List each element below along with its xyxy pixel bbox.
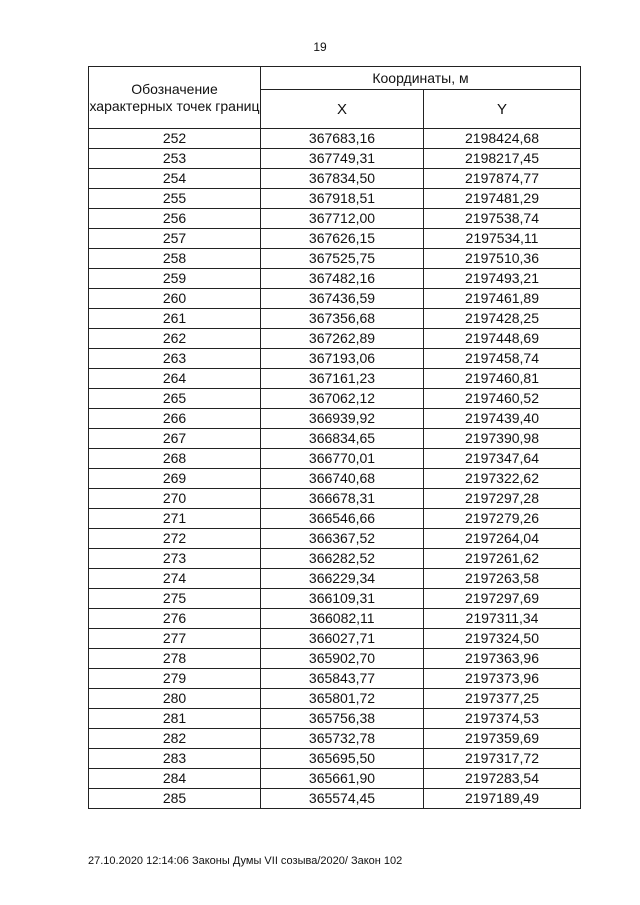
table-row xyxy=(89,709,581,729)
x-coordinate-cell: 366678,31 xyxy=(261,489,424,509)
x-coordinate-cell: 365661,90 xyxy=(261,769,424,789)
x-coordinate-cell: 366082,11 xyxy=(261,609,424,629)
x-coordinate-cell: 366367,52 xyxy=(261,529,424,549)
y-coordinate-cell: 2197538,74 xyxy=(424,209,581,229)
x-coordinate-cell: 366546,66 xyxy=(261,509,424,529)
x-coordinate-cell: 365843,77 xyxy=(261,669,424,689)
point-cell: 256 xyxy=(89,209,261,229)
x-coordinate-cell: 365695,50 xyxy=(261,749,424,769)
page-number: 19 xyxy=(313,40,327,54)
x-coordinate-cell: 366740,68 xyxy=(261,469,424,489)
y-coordinate-cell: 2197317,72 xyxy=(424,749,581,769)
y-coordinate-cell: 2197347,64 xyxy=(424,449,581,469)
table-row xyxy=(89,129,581,149)
point-cell: 269 xyxy=(89,469,261,489)
point-cell: 272 xyxy=(89,529,261,549)
x-coordinate-cell: 366939,92 xyxy=(261,409,424,429)
x-coordinate-cell: 367683,16 xyxy=(261,129,424,149)
y-coordinate-cell: 2197390,98 xyxy=(424,429,581,449)
table-row xyxy=(89,549,581,569)
y-coordinate-cell: 2197297,69 xyxy=(424,589,581,609)
x-coordinate-cell: 365801,72 xyxy=(261,689,424,709)
point-cell: 253 xyxy=(89,149,261,169)
document-footer: 27.10.2020 12:14:06 Законы Думы VII созыва/2020/ Закон 102 xyxy=(88,855,403,867)
x-coordinate-cell: 367712,00 xyxy=(261,209,424,229)
point-cell: 267 xyxy=(89,429,261,449)
y-coordinate-cell: 2197534,11 xyxy=(424,229,581,249)
x-coordinate-cell: 367918,51 xyxy=(261,189,424,209)
table-row xyxy=(89,369,581,389)
point-cell: 263 xyxy=(89,349,261,369)
x-coordinate-cell: 365902,70 xyxy=(261,649,424,669)
x-coordinate-cell: 365574,45 xyxy=(261,789,424,809)
point-cell: 255 xyxy=(89,189,261,209)
point-cell: 278 xyxy=(89,649,261,669)
point-cell: 275 xyxy=(89,589,261,609)
x-coordinate-cell: 367834,50 xyxy=(261,169,424,189)
table-row xyxy=(89,329,581,349)
point-cell: 264 xyxy=(89,369,261,389)
x-coordinate-cell: 366109,31 xyxy=(261,589,424,609)
y-coordinate-cell: 2197460,81 xyxy=(424,369,581,389)
point-cell: 279 xyxy=(89,669,261,689)
x-coordinate-cell: 366834,65 xyxy=(261,429,424,449)
point-cell: 266 xyxy=(89,409,261,429)
point-cell: 282 xyxy=(89,729,261,749)
y-coordinate-cell: 2197874,77 xyxy=(424,169,581,189)
header-row-top xyxy=(89,67,581,90)
y-coordinate-cell: 2197279,26 xyxy=(424,509,581,529)
table-row xyxy=(89,649,581,669)
point-cell: 268 xyxy=(89,449,261,469)
y-coordinate-cell: 2197428,25 xyxy=(424,309,581,329)
table-body xyxy=(89,129,581,809)
x-coordinate-cell: 366229,34 xyxy=(261,569,424,589)
table-row xyxy=(89,209,581,229)
table-row xyxy=(89,429,581,449)
point-cell: 254 xyxy=(89,169,261,189)
x-coordinate-cell: 367436,59 xyxy=(261,289,424,309)
point-cell: 284 xyxy=(89,769,261,789)
table-row xyxy=(89,629,581,649)
table-row xyxy=(89,269,581,289)
point-cell: 277 xyxy=(89,629,261,649)
coordinates-table xyxy=(88,66,581,809)
y-coordinate-cell: 2197439,40 xyxy=(424,409,581,429)
y-coordinate-cell: 2197359,69 xyxy=(424,729,581,749)
coordinates-header: Координаты, м xyxy=(261,67,581,90)
x-column-header: X xyxy=(261,90,424,129)
point-cell: 259 xyxy=(89,269,261,289)
y-coordinate-cell: 2197264,04 xyxy=(424,529,581,549)
x-coordinate-cell: 367161,23 xyxy=(261,369,424,389)
x-coordinate-cell: 367062,12 xyxy=(261,389,424,409)
point-cell: 276 xyxy=(89,609,261,629)
table-row xyxy=(89,309,581,329)
point-designation-header: Обозначение характерных точек границ xyxy=(89,67,261,129)
x-coordinate-cell: 367193,06 xyxy=(261,349,424,369)
table-row xyxy=(89,789,581,809)
table-row xyxy=(89,409,581,429)
y-coordinate-cell: 2197261,62 xyxy=(424,549,581,569)
point-cell: 261 xyxy=(89,309,261,329)
y-coordinate-cell: 2197481,29 xyxy=(424,189,581,209)
y-coordinate-cell: 2197363,96 xyxy=(424,649,581,669)
y-coordinate-cell: 2197458,74 xyxy=(424,349,581,369)
x-coordinate-cell: 365732,78 xyxy=(261,729,424,749)
table-row xyxy=(89,149,581,169)
point-cell: 258 xyxy=(89,249,261,269)
point-cell: 260 xyxy=(89,289,261,309)
table-row xyxy=(89,569,581,589)
point-cell: 257 xyxy=(89,229,261,249)
table-row xyxy=(89,589,581,609)
y-coordinate-cell: 2197374,53 xyxy=(424,709,581,729)
x-coordinate-cell: 366770,01 xyxy=(261,449,424,469)
table-row xyxy=(89,509,581,529)
table-row xyxy=(89,189,581,209)
table-row xyxy=(89,349,581,369)
y-coordinate-cell: 2197461,89 xyxy=(424,289,581,309)
y-coordinate-cell: 2197322,62 xyxy=(424,469,581,489)
y-coordinate-cell: 2197510,36 xyxy=(424,249,581,269)
table-row xyxy=(89,469,581,489)
y-coordinate-cell: 2197373,96 xyxy=(424,669,581,689)
y-coordinate-cell: 2197311,34 xyxy=(424,609,581,629)
table-row xyxy=(89,229,581,249)
table-row xyxy=(89,249,581,269)
point-cell: 273 xyxy=(89,549,261,569)
table-row xyxy=(89,729,581,749)
x-coordinate-cell: 365756,38 xyxy=(261,709,424,729)
y-coordinate-cell: 2197324,50 xyxy=(424,629,581,649)
table-row xyxy=(89,489,581,509)
point-cell: 285 xyxy=(89,789,261,809)
table-row xyxy=(89,669,581,689)
point-cell: 265 xyxy=(89,389,261,409)
x-coordinate-cell: 367482,16 xyxy=(261,269,424,289)
table-row xyxy=(89,689,581,709)
point-cell: 281 xyxy=(89,709,261,729)
point-cell: 274 xyxy=(89,569,261,589)
y-coordinate-cell: 2197297,28 xyxy=(424,489,581,509)
table-row xyxy=(89,169,581,189)
y-column-header: Y xyxy=(424,90,581,129)
point-cell: 262 xyxy=(89,329,261,349)
point-cell: 283 xyxy=(89,749,261,769)
x-coordinate-cell: 367525,75 xyxy=(261,249,424,269)
y-coordinate-cell: 2198424,68 xyxy=(424,129,581,149)
point-cell: 252 xyxy=(89,129,261,149)
table-row xyxy=(89,449,581,469)
y-coordinate-cell: 2197263,58 xyxy=(424,569,581,589)
y-coordinate-cell: 2197493,21 xyxy=(424,269,581,289)
y-coordinate-cell: 2197189,49 xyxy=(424,789,581,809)
y-coordinate-cell: 2197377,25 xyxy=(424,689,581,709)
table-row xyxy=(89,609,581,629)
x-coordinate-cell: 367356,68 xyxy=(261,309,424,329)
point-cell: 280 xyxy=(89,689,261,709)
y-coordinate-cell: 2197283,54 xyxy=(424,769,581,789)
table-row xyxy=(89,769,581,789)
y-coordinate-cell: 2197460,52 xyxy=(424,389,581,409)
table-row xyxy=(89,389,581,409)
y-coordinate-cell: 2197448,69 xyxy=(424,329,581,349)
point-cell: 270 xyxy=(89,489,261,509)
x-coordinate-cell: 367626,15 xyxy=(261,229,424,249)
y-coordinate-cell: 2198217,45 xyxy=(424,149,581,169)
point-cell: 271 xyxy=(89,509,261,529)
table-row xyxy=(89,289,581,309)
x-coordinate-cell: 367262,89 xyxy=(261,329,424,349)
x-coordinate-cell: 366282,52 xyxy=(261,549,424,569)
x-coordinate-cell: 367749,31 xyxy=(261,149,424,169)
table-header xyxy=(89,67,581,129)
table-row xyxy=(89,529,581,549)
table-row xyxy=(89,749,581,769)
x-coordinate-cell: 366027,71 xyxy=(261,629,424,649)
